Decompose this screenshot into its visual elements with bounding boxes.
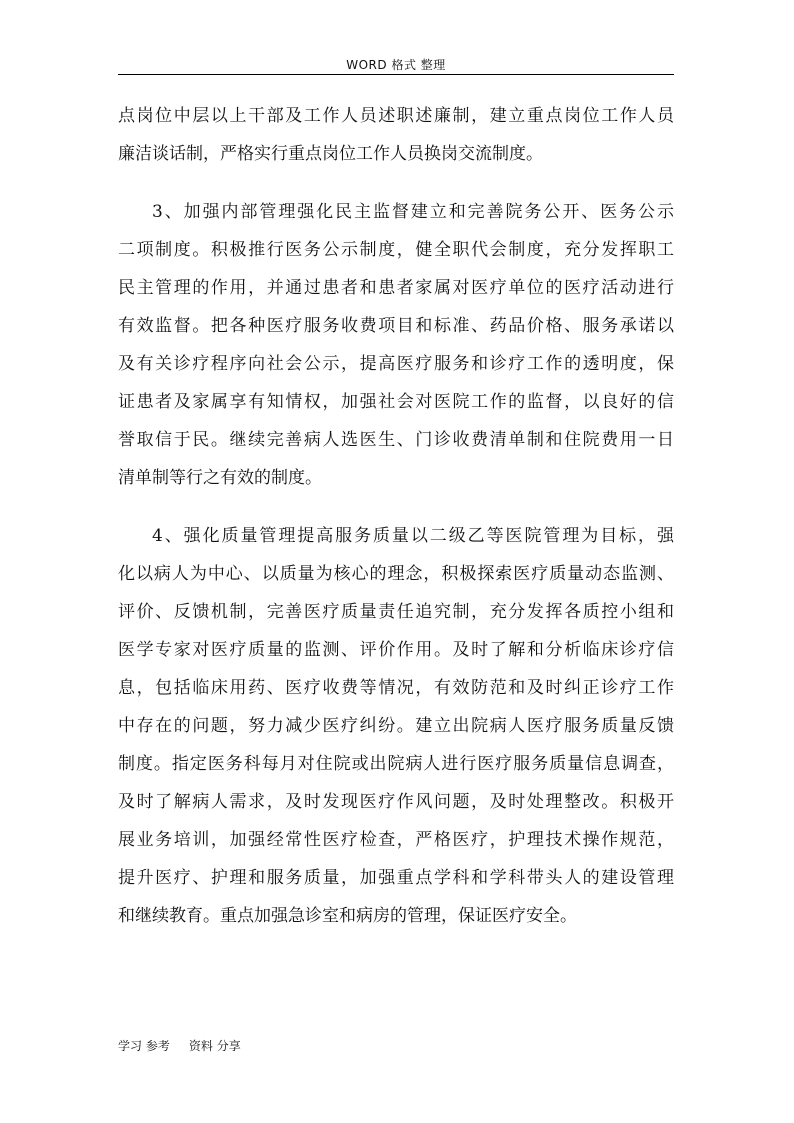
text-line: 和继续教育。重点加强急诊室和病房的管理，保证医疗安全。: [118, 906, 577, 926]
text-line: 廉洁谈话制，严格实行重点岗位工作人员换岗交流制度。: [118, 144, 543, 164]
paragraph-spacer: [118, 173, 674, 193]
text-line: 点岗位中层以上干部及工作人员述职述廉制，建立重点岗位工作人员: [118, 106, 674, 126]
page-header: WORD 格式 整理: [346, 58, 446, 72]
text-line: 评价、反馈机制，完善医疗质量责任追究制，充分发挥各质控小组和: [118, 602, 674, 622]
text-line: 4、强化质量管理提高服务质量以二级乙等医院管理为目标，强: [152, 526, 674, 546]
text-line: 提升医疗、护理和服务质量，加强重点学科和学科带头人的建设管理: [118, 868, 674, 888]
text-line: 制度。指定医务科每月对住院或出院病人进行医疗服务质量信息调查，: [118, 754, 674, 774]
page-footer: 学习 参考 资料 分享: [118, 1039, 241, 1053]
text-line: 清单制等行之有效的制度。: [118, 468, 322, 488]
text-line: 中存在的问题，努力减少医疗纠纷。建立出院病人医疗服务质量反馈: [118, 716, 674, 736]
text-line: 医学专家对医疗质量的监测、评价作用。及时了解和分析临床诊疗信: [118, 640, 674, 660]
paragraph-1: [118, 97, 674, 173]
text-line: 有效监督。把各种医疗服务收费项目和标准、药品价格、服务承诺以: [118, 316, 674, 336]
text-line: 二项制度。积极推行医务公示制度，健全职代会制度，充分发挥职工: [118, 240, 674, 260]
text-line: 息，包括临床用药、医疗收费等情况，有效防范和及时纠正诊疗工作: [118, 678, 674, 698]
text-line: 3、加强内部管理强化民主监督建立和完善院务公开、医务公示: [152, 202, 674, 222]
text-line: 誉取信于民。继续完善病人选医生、门诊收费清单制和住院费用一日: [118, 430, 674, 450]
text-line: 展业务培训，加强经常性医疗检查，严格医疗，护理技术操作规范，: [118, 830, 674, 850]
document-body: [118, 97, 674, 935]
header-divider: [118, 74, 674, 75]
text-line: 化以病人为中心、以质量为核心的理念，积极探索医疗质量动态监测、: [118, 564, 674, 584]
text-line: 及有关诊疗程序向社会公示，提高医疗服务和诊疗工作的透明度，保: [118, 354, 674, 374]
text-line: 证患者及家属享有知情权，加强社会对医院工作的监督，以良好的信: [118, 392, 674, 412]
paragraph-2: [118, 193, 674, 497]
paragraph-spacer: [118, 497, 674, 517]
text-line: 民主管理的作用，并通过患者和患者家属对医疗单位的医疗活动进行: [118, 278, 674, 298]
text-line: 及时了解病人需求，及时发现医疗作风问题，及时处理整改。积极开: [118, 792, 674, 812]
paragraph-3: [118, 517, 674, 935]
